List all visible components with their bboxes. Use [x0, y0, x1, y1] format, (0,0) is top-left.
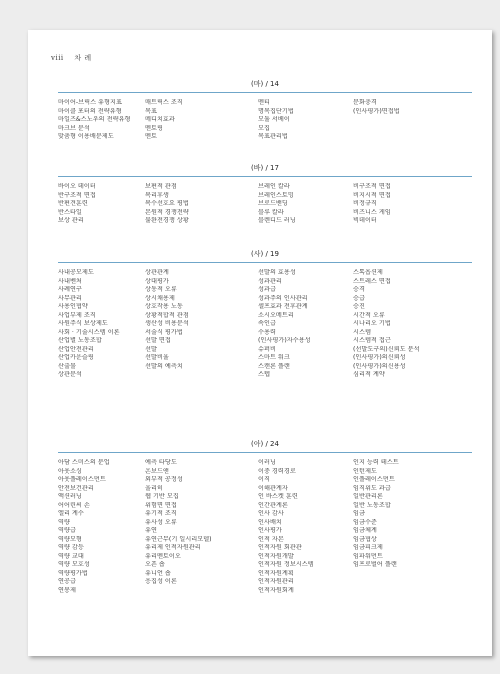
- index-entry: 인턴제도: [353, 467, 377, 475]
- index-entry: 역량급: [58, 527, 76, 534]
- index-entry: 이러닝: [258, 459, 276, 466]
- index-entry: 선발 면접: [145, 337, 171, 344]
- index-entry: 예측 타당도: [145, 459, 177, 466]
- index-entry: 브로드밴딩: [258, 200, 288, 207]
- section-title: (아) / 24: [251, 440, 279, 448]
- index-entry: 임직위도 과급: [353, 484, 391, 492]
- index-entry: 인적자원 회관관: [258, 544, 302, 551]
- index-entry: 심리적 계약: [353, 371, 385, 378]
- index-entry: 아담 스미스의 분업: [58, 459, 110, 466]
- index-entry: (인사평가)의신뢰성: [353, 354, 406, 361]
- index-entry: 시나리오 기법: [353, 320, 391, 327]
- index-entry: 임금협상: [353, 535, 377, 543]
- index-entry: 생산성 비용분석: [145, 320, 189, 327]
- index-entry: 블루 칼라: [258, 208, 284, 216]
- index-entry: 블렌디드 러닝: [258, 217, 296, 224]
- index-entry: 임금체계: [353, 527, 377, 534]
- index-entry: 멘티: [258, 99, 270, 106]
- index-entry: 임파워먼트: [353, 552, 383, 560]
- index-entry: 아웃플레이스먼트: [58, 476, 106, 483]
- index-entry: 수용력: [258, 328, 276, 336]
- index-entry: 역량: [58, 518, 70, 526]
- index-entry: 승진: [353, 303, 365, 310]
- index-entry: 역량평가법: [58, 569, 88, 577]
- index-entry: 임금: [353, 510, 365, 517]
- index-entry: 상관분석: [58, 371, 82, 378]
- index-entry: 액션러닝: [58, 493, 82, 500]
- index-entry: 멘토: [145, 133, 157, 140]
- index-entry: 사원주식 보상제도: [58, 320, 108, 327]
- index-entry: 복리후생: [145, 191, 169, 199]
- index-entry: 슈퍼비: [258, 345, 276, 353]
- index-entry: 시스템적 접근: [353, 337, 391, 344]
- index-entry: 상황적합적 관점: [145, 311, 189, 319]
- index-entry: 응집성 이론: [145, 578, 177, 585]
- index-entry: 오픈 숍: [145, 561, 165, 568]
- index-entry: 모듈 서베이: [258, 116, 290, 123]
- index-entry: 보편적 관점: [145, 183, 177, 190]
- index-entry: 사업부제 조직: [58, 311, 96, 319]
- index-entry: 임금피크제: [353, 544, 383, 551]
- index-entry: 산업안전관리: [58, 345, 94, 353]
- index-column: [353, 269, 472, 380]
- index-column: [58, 269, 145, 380]
- index-entry: 성과관리: [258, 277, 282, 285]
- index-entry: 스캔론 플랜: [258, 362, 290, 370]
- index-entry: 인적자원관리: [258, 578, 294, 585]
- index-entry: [353, 133, 472, 142]
- index-entry: 승격: [353, 286, 365, 293]
- index-entry: 일반 노동조합: [353, 501, 391, 509]
- index-entry: 본원적 경쟁전략: [145, 208, 189, 216]
- index-entry: 안전보건관리: [58, 484, 94, 492]
- index-entry: 이직: [258, 476, 270, 483]
- index-entry: 목표관리법: [258, 133, 288, 140]
- index-entry: 인 바스켓 훈련: [258, 493, 298, 500]
- index-entry: 임금수준: [353, 518, 377, 526]
- index-entry: 반편견훈련: [58, 200, 88, 207]
- index-entry: 명목집단기법: [258, 107, 294, 115]
- index-section: [58, 438, 472, 595]
- index-entry: 위험면 면접: [145, 501, 177, 509]
- index-entry: (선발도구의)신뢰도 분석: [353, 345, 420, 353]
- index-entry: 사무관리: [58, 294, 82, 302]
- index-entry: 시스템: [353, 328, 371, 336]
- index-entry: 일반관리론: [353, 493, 383, 500]
- index-entry: 선발비율: [145, 354, 169, 361]
- index-entry: 빅데이터: [353, 217, 377, 224]
- index-entry: 성과주의 인사관리: [258, 294, 308, 302]
- index-entry: 사내공모제도: [58, 269, 94, 276]
- index-entry: 승급: [353, 294, 365, 302]
- index-entry: 스마트 워크: [258, 354, 290, 361]
- index-entry: 멘토링: [145, 124, 163, 132]
- index-entry: 스텝: [258, 371, 270, 378]
- index-entry: 상시채용제: [145, 294, 175, 302]
- index-entry: 사례연구: [58, 286, 82, 293]
- index-grid: [58, 183, 472, 226]
- index-entry: 매트릭스 조직: [145, 99, 183, 106]
- index-entry: 스톡옵션제: [353, 269, 383, 276]
- index-entry: 이해관계자: [258, 484, 288, 492]
- index-entry: 유연: [145, 527, 157, 534]
- index-entry: 인적 자본: [258, 535, 284, 543]
- section-title: (마) / 14: [251, 80, 279, 88]
- index-entry: 인적자원회계: [258, 586, 294, 594]
- index-entry: 메디치효과: [145, 116, 175, 123]
- index-entry: 서술식 평가법: [145, 328, 183, 336]
- index-entry: 마이클 포터의 전략유형: [58, 107, 122, 115]
- index-column: [58, 459, 145, 595]
- index-entry: 연봉제: [58, 586, 76, 594]
- index-entry: 인사평가: [258, 527, 282, 534]
- index-entry: 브레인 칼라: [258, 183, 290, 190]
- index-column: [353, 99, 472, 142]
- index-column: [145, 269, 258, 380]
- section-rule: [58, 262, 472, 263]
- index-entry: 마크브 분석: [58, 124, 90, 132]
- section-rule: [58, 452, 472, 453]
- section-title: (사) / 19: [251, 250, 279, 258]
- index-entry: 마일즈&스노우의 전략유형: [58, 116, 131, 123]
- index-entry: 산업카운슬링: [58, 354, 94, 361]
- index-entry: [353, 116, 472, 125]
- page-number: viii: [51, 54, 64, 62]
- index-entry: [353, 125, 472, 134]
- header-title: 차 례: [74, 54, 92, 62]
- index-entry: 성과급: [258, 286, 276, 293]
- index-entry: 산업별 노동조합: [58, 337, 102, 344]
- index-entry: 임프로벌어 플랜: [353, 561, 397, 568]
- index-entry: 선발: [145, 345, 157, 353]
- index-column: [58, 183, 145, 226]
- index-entry: 이중 경력경로: [258, 467, 296, 475]
- index-entry: 사내벤처: [58, 277, 82, 285]
- index-section: [58, 162, 472, 226]
- index-entry: 문화충격: [353, 99, 377, 106]
- index-entry: 상호작용 노동: [145, 303, 183, 310]
- index-entry: 인사 감사: [258, 510, 284, 517]
- index-entry: 반스타일: [58, 208, 82, 216]
- index-entry: 모집: [258, 124, 270, 132]
- index-entry: 바이오 데이터: [58, 183, 96, 190]
- index-grid: [58, 99, 472, 142]
- index-entry: 상관관계: [145, 269, 169, 276]
- index-entry: 보상 관리: [58, 217, 84, 224]
- index-entry: 상동적 오류: [145, 286, 177, 293]
- index-entry: 상대평가: [145, 277, 169, 285]
- index-column: [353, 459, 472, 595]
- index-entry: 선발의 효용성: [258, 269, 296, 276]
- section-title: (바) / 17: [251, 164, 279, 172]
- index-column: [58, 99, 145, 142]
- index-entry: 목표: [145, 107, 157, 115]
- index-entry: 유니언 숍: [145, 569, 171, 577]
- index-column: [258, 99, 353, 142]
- index-entry: 셀프효과 전후관계: [258, 303, 308, 310]
- index-entry: 역량 감등: [58, 544, 84, 551]
- index-entry: 인적자원 정보시스템: [258, 561, 314, 568]
- index-entry: 인적자원계획: [258, 569, 294, 577]
- index-column: [145, 459, 258, 595]
- index-entry: 사용인협약: [58, 303, 88, 310]
- index-entry: (인사평가)의신용성: [353, 362, 406, 370]
- index-entry: 유기적 조직: [145, 510, 177, 517]
- index-entry: 유리멘토이오: [145, 552, 181, 560]
- index-entry: 비즈니스 게임: [353, 208, 391, 216]
- index-entry: 아웃소싱: [58, 467, 82, 475]
- index-column: [145, 99, 258, 142]
- index-section: [58, 248, 472, 380]
- index-entry: 역량 교대: [58, 552, 84, 560]
- index-entry: 소시오메트리: [258, 311, 294, 319]
- index-entry: 선발의 예측치: [145, 362, 183, 370]
- index-entry: 속인급: [258, 320, 276, 327]
- index-entry: 비구조적 면접: [353, 183, 391, 190]
- index-entry: 반구조적 면접: [58, 191, 96, 199]
- index-entry: 유사성 오류: [145, 518, 177, 526]
- index-entry: 역량 모호성: [58, 561, 90, 568]
- index-section: [58, 78, 472, 142]
- index-entry: 인간관계론: [258, 501, 288, 509]
- index-entry: 역량모형: [58, 535, 82, 543]
- index-entry: 스트레스 면접: [353, 277, 391, 285]
- index-entry: 어어린씨 손: [58, 501, 90, 509]
- index-column: [353, 183, 472, 226]
- index-entry: (인사평가)면접법: [353, 107, 400, 115]
- index-entry: 불완전경쟁 상황: [145, 217, 189, 224]
- index-entry: (인사평가)자수용성: [258, 337, 311, 344]
- index-entry: 인사배치: [258, 518, 282, 526]
- index-grid: [58, 269, 472, 380]
- index-entry: 엘리 계수: [58, 510, 84, 517]
- index-entry: 비정규직: [353, 200, 377, 207]
- book-page: [28, 30, 492, 656]
- index-entry: 맞춤형 이용배분제도: [58, 133, 114, 140]
- index-entry: 인적자원개발: [258, 552, 294, 560]
- index-entry: 온보드앤: [145, 467, 169, 475]
- index-entry: 울리히: [145, 484, 163, 492]
- index-entry: 유리제 인적자원관리: [145, 544, 201, 551]
- section-rule: [58, 92, 472, 93]
- index-entry: 시간적 오류: [353, 311, 385, 319]
- index-entry: 인플레이스먼트: [353, 476, 395, 483]
- index-column: [258, 459, 353, 595]
- running-header: [51, 53, 92, 63]
- index-entry: 외부적 공정성: [145, 476, 183, 483]
- section-rule: [58, 176, 472, 177]
- index-entry: 마이어-브릭스 유형지표: [58, 99, 122, 106]
- index-entry: 비지시적 면접: [353, 191, 391, 199]
- index-entry: 웹 기반 모집: [145, 493, 179, 500]
- index-entry: 유연근무(기 일시리모델): [145, 535, 212, 543]
- index-entry: 브레인스토밍: [258, 191, 294, 199]
- index-grid: [58, 459, 472, 595]
- index-column: [258, 269, 353, 380]
- index-entry: 사회 · 기술시스템 이론: [58, 328, 120, 336]
- index-column: [145, 183, 258, 226]
- index-entry: 산출물: [58, 362, 76, 370]
- index-entry: 인지 능력 테스트: [353, 459, 399, 466]
- index-column: [258, 183, 353, 226]
- index-entry: 연공급: [58, 578, 76, 585]
- index-entry: 복수선호요 평법: [145, 200, 189, 207]
